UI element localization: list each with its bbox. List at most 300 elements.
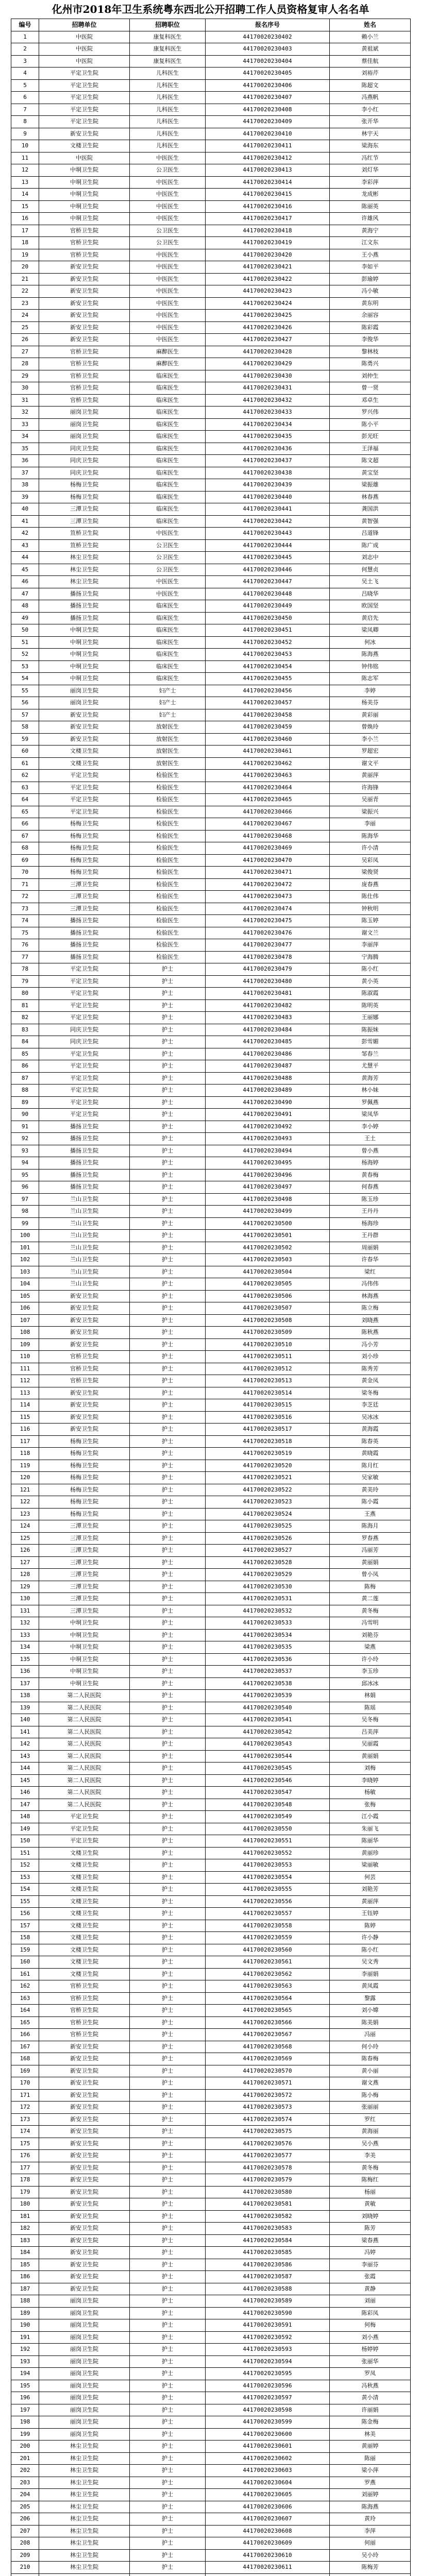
recruiting-unit: 文楼卫生院 [39,140,130,152]
recruiting-unit: 兰山卫生院 [39,1254,130,1266]
table-row [11,685,411,697]
recruiting-position: 临床医生 [130,479,206,492]
registration-id: 44170020230464 [206,782,330,794]
applicant-name: 许小清 [330,842,411,855]
recruiting-unit: 三潭卫生院 [39,1556,130,1569]
registration-id: 44170020230469 [206,842,330,855]
table-row [11,2465,411,2477]
table-row [11,1338,411,1351]
table-row [11,733,411,745]
recruiting-unit: 官桥卫生院 [39,1363,130,1375]
row-number: 124 [11,1520,39,1533]
table-row [11,878,411,891]
recruiting-position: 检验医生 [130,951,206,963]
registration-id: 44170020230536 [206,1653,330,1666]
recruiting-position: 妇产士 [130,709,206,721]
applicant-name: 陈春英 [330,1435,411,1448]
column-header-registration-id: 报名序号 [206,19,330,31]
recruiting-unit: 三潭卫生院 [39,903,130,915]
recruiting-position: 中医医生 [130,297,206,310]
recruiting-position: 护士 [130,1702,206,1714]
registration-id: 44170020230491 [206,1109,330,1121]
recruiting-unit: 新安卫生院 [39,2247,130,2259]
recruiting-position: 临床医生 [130,673,206,685]
recruiting-unit: 文楼卫生院 [39,1908,130,1920]
recruiting-unit: 第二人民医院 [39,1702,130,1714]
recruiting-position: 检验医生 [130,830,206,842]
recruiting-unit: 文楼卫生院 [39,745,130,758]
registration-id: 44170020230595 [206,2368,330,2380]
applicant-name: 陈丽华 [330,1835,411,1848]
recruiting-unit: 兰山卫生院 [39,1206,130,1218]
applicant-name: 罗春燕 [330,1532,411,1545]
row-number: 106 [11,1302,39,1315]
table-row [11,1980,411,1993]
recruiting-position: 护士 [130,1641,206,1654]
table-row [11,854,411,867]
recruiting-position: 康复科医生 [130,43,206,56]
table-row [11,1399,411,1412]
registration-id: 44170020230580 [206,2186,330,2198]
registration-id: 44170020230585 [206,2247,330,2259]
recruiting-unit: 文楼卫生院 [39,1920,130,1932]
registration-id: 44170020230541 [206,1714,330,1726]
table-row [11,1508,411,1520]
recruiting-position: 护士 [130,2428,206,2441]
row-number: 10 [11,140,39,152]
recruiting-unit: 兰山卫生院 [39,1278,130,1291]
recruiting-position: 护士 [130,1242,206,1254]
registration-id: 44170020230568 [206,2041,330,2053]
row-number: 204 [11,2489,39,2501]
table-row [11,1920,411,1932]
applicant-name: 陈彩凤 [330,2307,411,2319]
applicant-name: 张梅 [330,1799,411,1811]
applicant-name: 陈婷 [330,1920,411,1932]
recruiting-position: 护士 [130,2005,206,2017]
registration-id: 44170020230428 [206,346,330,358]
row-number: 63 [11,782,39,794]
applicant-name: 吴小燕 [330,2138,411,2150]
applicant-name: 陈小霞 [330,1496,411,1509]
registration-id: 44170020230446 [206,564,330,576]
registration-id: 44170020230420 [206,249,330,261]
row-number: 127 [11,1556,39,1569]
recruiting-position: 护士 [130,1750,206,1762]
registration-id: 44170020230445 [206,552,330,564]
registration-id: 44170020230573 [206,2102,330,2114]
recruiting-position: 护士 [130,2380,206,2392]
recruiting-position: 中医医生 [130,200,206,213]
recruiting-unit: 新安卫生院 [39,2041,130,2053]
registration-id: 44170020230481 [206,988,330,1000]
table-row [11,588,411,600]
recruiting-position: 中医医生 [130,176,206,189]
row-number: 182 [11,2223,39,2235]
registration-id: 44170020230553 [206,1859,330,1872]
applicant-name: 梁俊贤 [330,867,411,879]
table-row [11,2247,411,2259]
recruiting-unit: 杨梅卫生院 [39,1448,130,1460]
applicant-name: 何芸 [330,1871,411,1884]
table-row [11,2102,411,2114]
row-number: 199 [11,2428,39,2441]
recruiting-unit: 平定卫生院 [39,79,130,92]
row-number: 138 [11,1690,39,1702]
registration-id: 44170020230447 [206,576,330,588]
recruiting-unit: 新安卫生院 [39,1387,130,1399]
registration-id: 44170020230486 [206,1048,330,1060]
table-row [11,1690,411,1702]
table-row [11,2259,411,2271]
recruiting-position: 护士 [130,1314,206,1327]
registration-id: 44170020230591 [206,2319,330,2332]
applicant-name [330,2573,411,2576]
applicant-name: 王燕 [330,1508,411,1520]
applicant-name: 龙成彬 [330,189,411,201]
row-number: 210 [11,2562,39,2574]
applicant-name: 刘小珍 [330,1351,411,1363]
applicant-name: 黄小丽 [330,2065,411,2077]
row-number: 47 [11,588,39,600]
row-number: 7 [11,104,39,116]
recruiting-unit: 林尘卫生院 [39,2477,130,2489]
recruiting-unit: 文楼卫生院 [39,1956,130,1969]
applicant-name: 梁凤华 [330,1109,411,1121]
applicant-name: 李小婷 [330,1121,411,1133]
registration-id: 44170020230507 [206,1302,330,1315]
row-number: 145 [11,1774,39,1787]
table-row [11,2198,411,2211]
recruiting-unit: 平定卫生院 [39,806,130,818]
applicant-name: 黎露 [330,1992,411,2005]
recruiting-position: 护士 [130,1496,206,1509]
recruiting-position: 临床医生 [130,660,206,673]
table-row [11,794,411,806]
applicant-name: 吴土飞 [330,576,411,588]
table-row [11,2344,411,2356]
recruiting-position: 中医医生 [130,249,206,261]
registration-id: 44170020230604 [206,2477,330,2489]
registration-id: 44170020230407 [206,92,330,104]
applicant-name: 李彩萍 [330,176,411,189]
table-row [11,1569,411,1581]
recruiting-unit: 平定卫生院 [39,963,130,976]
recruiting-unit: 新安卫生院 [39,2126,130,2138]
recruiting-position: 护士 [130,1157,206,1170]
recruiting-position: 护士 [130,2307,206,2319]
table-row [11,2210,411,2223]
applicant-name: 彭雪媚 [330,1036,411,1048]
row-number: 3 [11,55,39,67]
applicant-name: 李俊华 [330,334,411,346]
registration-id: 44170020230555 [206,1884,330,1896]
recruiting-position: 护士 [130,1435,206,1448]
applicant-name: 刘晓燕 [330,1314,411,1327]
table-row [11,200,411,213]
table-row [11,1859,411,1872]
table-row [11,55,411,67]
table-row [11,2549,411,2562]
applicant-name: 黄凤霞 [330,1980,411,1993]
row-number: 148 [11,1811,39,1823]
recruiting-unit: 笪桥卫生院 [39,528,130,540]
row-number: 191 [11,2331,39,2344]
recruiting-unit: 杨梅卫生院 [39,867,130,879]
table-row [11,1617,411,1630]
row-number: 76 [11,939,39,952]
applicant-name: 吴丽青 [330,794,411,806]
recruiting-unit: 中垌卫生院 [39,1629,130,1641]
recruiting-unit: 杨梅卫生院 [39,479,130,492]
recruiting-position: 护士 [130,1508,206,1520]
row-number: 150 [11,1835,39,1848]
table-row [11,757,411,770]
applicant-name: 刘晓婷 [330,2210,411,2223]
recruiting-unit: 同庆卫生院 [39,455,130,467]
table-row [11,975,411,988]
table-row [11,1036,411,1048]
table-row [11,1314,411,1327]
applicant-name: 杨海婷 [330,1157,411,1170]
applicant-name: 李小兰 [330,733,411,745]
applicant-name: 余丽容 [330,310,411,322]
registration-id: 44170020230455 [206,673,330,685]
registration-id: 44170020230433 [206,406,330,419]
registration-id: 44170020230608 [206,2525,330,2537]
registration-id: 44170020230459 [206,721,330,734]
recruiting-position: 护士 [130,1871,206,1884]
registration-id: 44170020230601 [206,2441,330,2453]
applicant-name: 尤慧平 [330,1060,411,1073]
recruiting-unit: 林尘卫生院 [39,2489,130,2501]
recruiting-unit: 新安卫生院 [39,733,130,745]
table-row [11,2077,411,2090]
recruiting-position: 护士 [130,1193,206,1206]
registration-id: 44170020230405 [206,67,330,80]
recruiting-unit: 第二人民医院 [39,1714,130,1726]
registration-id: 44170020230596 [206,2380,330,2392]
recruiting-unit: 杨梅卫生院 [39,1460,130,1472]
table-row [11,539,411,552]
registration-id: 44170020230537 [206,1666,330,1678]
recruiting-position: 公卫医生 [130,539,206,552]
registration-id: 44170020230543 [206,1738,330,1751]
row-number: 137 [11,1677,39,1690]
registration-id: 44170020230477 [206,939,330,952]
recruiting-position: 公卫医生 [130,564,206,576]
row-number: 53 [11,660,39,673]
registration-id: 44170020230485 [206,1036,330,1048]
recruiting-unit: 新安卫生院 [39,2150,130,2162]
recruiting-position: 护士 [130,2162,206,2174]
row-number: 64 [11,794,39,806]
row-number: 119 [11,1460,39,1472]
table-row [11,1992,411,2005]
row-number: 82 [11,1012,39,1024]
recruiting-unit: 中垌卫生院 [39,1617,130,1630]
recruiting-unit: 三潭卫生院 [39,1605,130,1617]
applicant-name: 许春华 [330,1254,411,1266]
row-number: 48 [11,600,39,613]
recruiting-position: 护士 [130,1060,206,1073]
applicant-name: 黄冬梅 [330,1605,411,1617]
table-row [11,2150,411,2162]
applicant-name: 陈美娟 [330,2016,411,2029]
applicant-name: 陈玉珍 [330,1193,411,1206]
table-row [11,2174,411,2187]
recruiting-unit: 播扬卫生院 [39,939,130,952]
table-row [11,988,411,1000]
registration-id: 44170020230470 [206,854,330,867]
applicant-name: 赖小兰 [330,31,411,43]
recruiting-position: 中医医生 [130,152,206,164]
recruiting-unit: 新安卫生院 [39,2113,130,2126]
registration-id: 44170020230529 [206,1569,330,1581]
applicant-name: 钟秋明 [330,903,411,915]
registration-id: 44170020230559 [206,1932,330,1944]
recruiting-position: 护士 [130,1084,206,1097]
recruiting-unit: 新安卫生院 [39,2089,130,2102]
registration-id: 44170020230532 [206,1605,330,1617]
recruiting-unit: 笪桥卫生院 [39,539,130,552]
registration-id: 44170020230542 [206,1726,330,1738]
recruiting-unit: 杨梅卫生院 [39,1496,130,1509]
row-number: 170 [11,2077,39,2090]
table-row [11,1169,411,1181]
recruiting-position: 护士 [130,1351,206,1363]
applicant-name: 林春燕 [330,491,411,503]
row-number: 149 [11,1823,39,1835]
table-row [11,394,411,406]
table-row [11,2126,411,2138]
recruiting-position: 护士 [130,1581,206,1593]
recruiting-position: 护士 [130,1423,206,1436]
registration-id: 44170020230487 [206,1060,330,1073]
recruiting-position: 护士 [130,2295,206,2308]
recruiting-position: 护士 [130,1133,206,1145]
row-number: 135 [11,1653,39,1666]
recruiting-unit: 平定卫生院 [39,1823,130,1835]
recruiting-unit: 第二人民医院 [39,1690,130,1702]
registration-id: 44170020230514 [206,1387,330,1399]
table-row [11,2065,411,2077]
applicant-name: 梁小萍 [330,2465,411,2477]
recruiting-unit: 新安卫生院 [39,2077,130,2090]
registration-id: 44170020230509 [206,1327,330,1339]
row-number: 184 [11,2247,39,2259]
registration-id: 44170020230423 [206,285,330,298]
applicant-name: 杨海珍 [330,1217,411,1230]
recruiting-position: 中医医生 [130,321,206,334]
row-number: 4 [11,67,39,80]
applicant-name: 林美 [330,2428,411,2441]
recruiting-unit: 播扬卫生院 [39,1181,130,1194]
table-row [11,2186,411,2198]
recruiting-position: 中医医生 [130,334,206,346]
registration-id: 44170020230468 [206,830,330,842]
table-row [11,1774,411,1787]
row-number: 78 [11,963,39,976]
table-row [11,2416,411,2429]
row-number: 84 [11,1036,39,1048]
table-row [11,709,411,721]
applicant-name: 黄春梅 [330,1169,411,1181]
table-row [11,443,411,455]
registration-id: 44170020230417 [206,213,330,225]
row-number: 194 [11,2368,39,2380]
recruiting-unit: 平定卫生院 [39,794,130,806]
recruiting-unit: 中医院 [39,55,130,67]
table-row [11,1726,411,1738]
applicant-name: 陈仕伟 [330,891,411,903]
row-number: 44 [11,552,39,564]
applicant-name: 黄海丽 [330,2126,411,2138]
row-number: 5 [11,79,39,92]
applicant-name: 梁春燕 [330,2234,411,2247]
recruiting-position: 儿科医生 [130,116,206,128]
row-number: 109 [11,1338,39,1351]
table-row [11,1944,411,1956]
row-number: 144 [11,1762,39,1775]
recruiting-position: 护士 [130,2186,206,2198]
applicant-name: 林宇天 [330,128,411,140]
recruiting-position: 中医医生 [130,528,206,540]
recruiting-position: 护士 [130,2102,206,2114]
recruiting-position: 护士 [130,1787,206,1799]
applicant-name: 欧国坚 [330,600,411,613]
table-row [11,1653,411,1666]
row-number: 168 [11,2053,39,2065]
table-row [11,1060,411,1073]
row-number: 77 [11,951,39,963]
table-row [11,1460,411,1472]
recruiting-unit: 播扬卫生院 [39,915,130,927]
recruiting-position: 公卫医生 [130,552,206,564]
table-row [11,1472,411,1484]
applicant-name: 张霞 [330,2271,411,2283]
registration-id: 44170020230549 [206,1811,330,1823]
recruiting-unit: 播扬卫生院 [39,1145,130,1157]
applicant-name: 黄冬梅 [330,2162,411,2174]
applicant-name: 冯小敏 [330,285,411,298]
registration-id: 44170020230441 [206,503,330,516]
row-number: 2 [11,43,39,56]
row-number: 160 [11,1956,39,1969]
applicant-name: 许小玲 [330,1653,411,1666]
table-row [11,2016,411,2029]
registration-id: 44170020230565 [206,2005,330,2017]
table-row [11,1545,411,1557]
recruiting-unit: 播扬卫生院 [39,1157,130,1170]
registration-id: 44170020230489 [206,1084,330,1097]
recruiting-position: 临床医生 [130,515,206,528]
registration-id: 44170020230562 [206,1968,330,1980]
row-number: 207 [11,2525,39,2537]
row-number: 32 [11,406,39,419]
applicant-name: 何小玲 [330,2041,411,2053]
applicant-name: 黄丽婷 [330,2441,411,2453]
registration-id: 44170020230579 [206,2174,330,2187]
applicant-name: 李玉珍 [330,1666,411,1678]
recruiting-unit: 新安卫生院 [39,2065,130,2077]
table-row [11,2271,411,2283]
row-number: 39 [11,491,39,503]
applicant-name: 罗红 [330,2113,411,2126]
recruiting-position: 护士 [130,1278,206,1291]
registration-id: 44170020230498 [206,1193,330,1206]
registration-id: 44170020230583 [206,2223,330,2235]
